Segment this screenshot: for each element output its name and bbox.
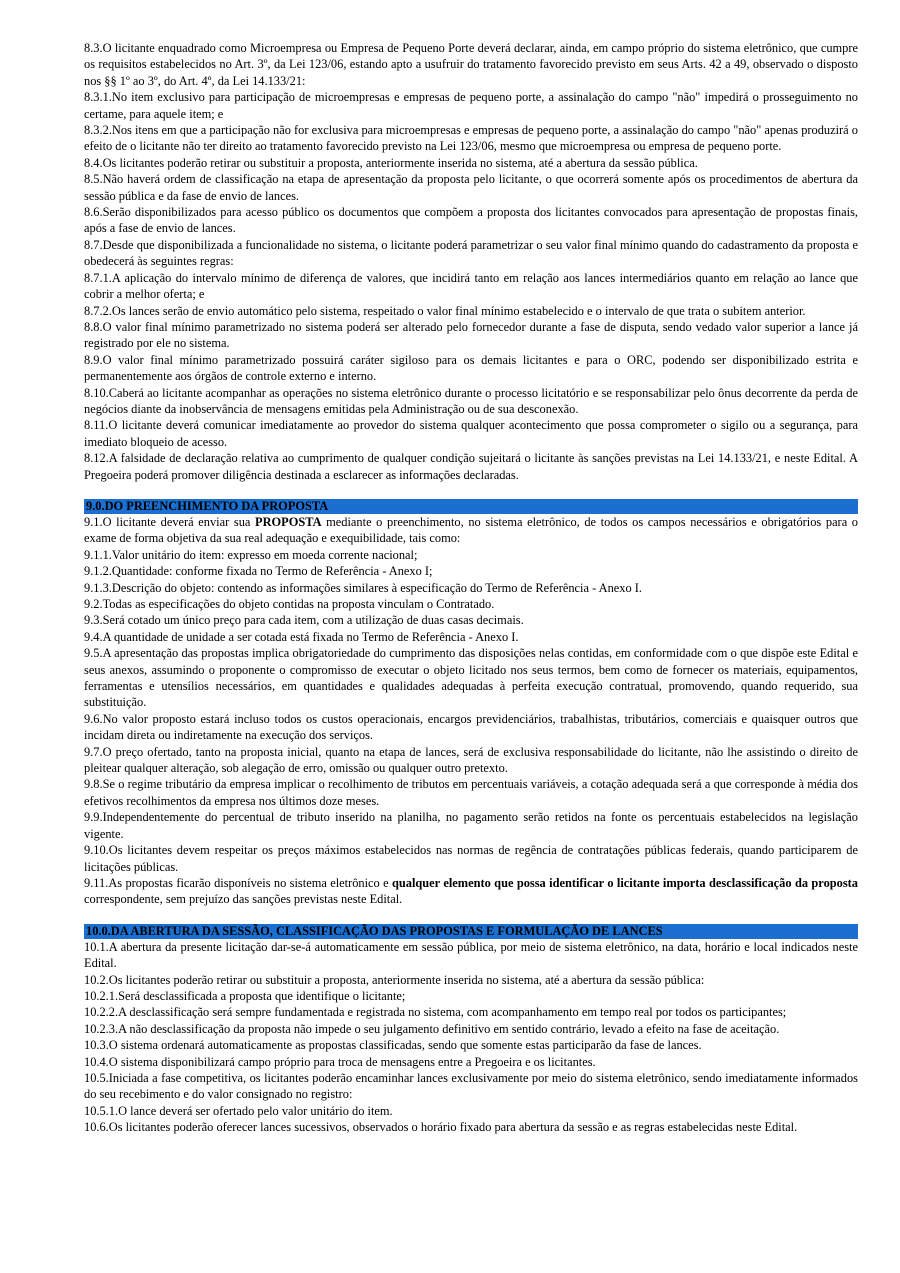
paragraph-10-2-3: 10.2.3.A não desclassificação da proposta não impede o seu julgamento definitivo em sentido contrário, levado a efeito na fase de aceitação.: [84, 1021, 780, 1036]
paragraph-9-11-text: 9.11.As propostas ficarão disponíveis no sistema eletrônico e: [84, 875, 392, 890]
paragraph-9-1-2: 9.1.2.Quantidade: conforme fixada no Termo de Referência - Anexo I;: [84, 564, 433, 579]
paragraph-9-10: 9.10.Os licitantes devem respeitar os preços máximos estabelecidos nas normas de regência de contratações públicas federais, quando participarem de licitações públicas.: [84, 843, 858, 874]
section-heading-9: 9.0.DO PREENCHIMENTO DA PROPOSTA: [84, 499, 858, 514]
section-spacer: [84, 483, 858, 499]
paragraph-10-2-2: 10.2.2.A desclassificação será sempre fundamentada e registrada no sistema, com acompanhamento em tempo real por todos os participantes;: [84, 1005, 787, 1020]
paragraph-8-4: 8.4.Os licitantes poderão retirar ou substituir a proposta, anteriormente inserida no sistema, até a abertura da sessão pública.: [84, 155, 698, 170]
paragraph-8-11: 8.11.O licitante deverá comunicar imediatamente ao provedor do sistema qualquer acontecimento que possa comprometer o sigilo ou a segurança, para imediato bloqueio de acesso.: [84, 418, 858, 449]
section-spacer: [84, 908, 858, 924]
paragraph-8-7-1: 8.7.1.A aplicação do intervalo mínimo de diferença de valores, que incidirá tanto em relação aos lances intermediários quanto em relação ao lance que cobrir a melhor oferta; e: [84, 270, 858, 302]
paragraph-9-5: 9.5.A apresentação das propostas implica obrigatoriedade do cumprimento das disposições nelas contidas, em conformidade com o que dispõe este Edital e seus anexos, assumindo o proponente o compromisso de executar o objeto licitado nos seus termos, bem como de fornecer os materiais, equipamentos, ferramentas e utensílios necessários, em quantidades e qualidades adequadas à perfeita execução contratual, promovendo, quando requerido, sua substituição.: [84, 646, 858, 710]
paragraph-8-3: 8.3.O licitante enquadrado como Microempresa ou Empresa de Pequeno Porte deverá declarar, ainda, em campo próprio do sistema eletrônico, que cumpre os requisitos estabelecidos no Art. 3º, da Lei 123/06, estando apto a usufruir do tratamento favorecido previsto em seus Arts. 42 a 49, observado o disposto nos §§ 1º ao 3º, do Art. 4º, da Lei 14.133/21:: [84, 41, 858, 88]
paragraph-8-8: 8.8.O valor final mínimo parametrizado no sistema poderá ser alterado pelo fornecedor durante a fase de disputa, sendo vedado valor superior a lance já registrado por ele no sistema.: [84, 319, 858, 351]
paragraph-8-6: 8.6.Serão disponibilizados para acesso público os documentos que compõem a proposta dos licitantes convocados para apresentação de propostas finais, após a fase de envio de lances.: [84, 205, 858, 236]
paragraph-9-1: [84, 514, 858, 547]
paragraph-10-4: 10.4.O sistema disponibilizará campo próprio para troca de mensagens entre a Pregoeira e os licitantes.: [84, 1054, 596, 1069]
paragraph-10-1: 10.1.A abertura da presente licitação dar-se-á automaticamente em sessão pública, por meio de sistema eletrônico, na data, horário e local indicados neste Edital.: [84, 939, 858, 971]
paragraph-8-9: 8.9.O valor final mínimo parametrizado possuirá caráter sigiloso para os demais licitantes e para o ORC, podendo ser disponibilizado estrita e permanentemente aos órgãos de controle externo e interno.: [84, 352, 858, 384]
paragraph-9-1-rest: mediante o preenchimento, no sistema eletrônico, de todos os campos necessários e obrigatórios para o exame de forma objetiva da sua real adequação e exequibilidade, tais como:: [84, 514, 858, 546]
paragraph-9-1-3: 9.1.3.Descrição do objeto: contendo as informações similares à especificação do Termo de Referência - Anexo I.: [84, 580, 642, 595]
paragraph-9-9: 9.9.Independentemente do percentual de tributo inserido na planilha, no pagamento serão retidos na fonte os percentuais estabelecidos na legislação vigente.: [84, 810, 858, 841]
paragraph-8-10: 8.10.Caberá ao licitante acompanhar as operações no sistema eletrônico durante o processo licitatório e se responsabilizar pelo ônus decorrente da perda de negócios diante da inobservância de mensagens emitidas pela Administração ou de sua desconexão.: [84, 385, 858, 416]
paragraph-10-5-1: 10.5.1.O lance deverá ser ofertado pelo valor unitário do item.: [84, 1103, 393, 1118]
paragraph-8-3-1: 8.3.1.No item exclusivo para participação de microempresas e empresas de pequeno porte, a assinalação do campo "não" impedirá o prosseguimento no certame, para aquele item; e: [84, 90, 858, 121]
paragraph-8-7: 8.7.Desde que disponibilizada a funcionalidade no sistema, o licitante poderá parametrizar o seu valor final mínimo quando do cadastramento da proposta e obedecerá às seguintes regras:: [84, 237, 858, 269]
paragraph-9-8: 9.8.Se o regime tributário da empresa implicar o recolhimento de tributos em percentuais variáveis, a cotação adequada será a que corresponde à média dos efetivos recolhimentos da empresa nos últimos doze meses.: [84, 777, 858, 808]
paragraph-10-3: 10.3.O sistema ordenará automaticamente as propostas classificadas, sendo que somente estas participarão da fase de lances.: [84, 1038, 702, 1053]
paragraph-9-6: 9.6.No valor proposto estará incluso todos os custos operacionais, encargos previdenciários, trabalhistas, tributários, comerciais e quaisquer outros que incidam direta ou indiretamente na execução dos serviços.: [84, 711, 858, 743]
paragraph-9-11-rest: correspondente, sem prejuízo das sanções previstas neste Edital.: [84, 892, 403, 907]
paragraph-8-5: 8.5.Não haverá ordem de classificação na etapa de apresentação da proposta pelo licitante, o que ocorrerá somente após os procedimentos de abertura da sessão pública e da fase de envio de lances.: [84, 172, 858, 203]
paragraph-8-12: 8.12.A falsidade de declaração relativa ao cumprimento de qualquer condição sujeitará o licitante às sanções previstas na Lei 14.133/21, e neste Edital. A Pregoeira poderá promover diligência destinada a esclarecer as informações declaradas.: [84, 451, 858, 482]
section-heading-10: 10.0.DA ABERTURA DA SESSÃO, CLASSIFICAÇÃO DAS PROPOSTAS E FORMULAÇÃO DE LANCES: [84, 924, 858, 939]
paragraph-9-1-bold: PROPOSTA: [255, 514, 322, 529]
paragraph-9-3: 9.3.Será cotado um único preço para cada item, com a utilização de duas casas decimais.: [84, 613, 524, 628]
paragraph-9-1-text: 9.1.O licitante deverá enviar sua: [84, 514, 255, 529]
paragraph-9-7: 9.7.O preço ofertado, tanto na proposta inicial, quanto na etapa de lances, será de exclusiva responsabilidade do licitante, não lhe assistindo o direito de pleitear qualquer alteração, sob alegação de erro, omissão ou qualquer outro pretexto.: [84, 744, 858, 776]
paragraph-10-2: 10.2.Os licitantes poderão retirar ou substituir a proposta, anteriormente inserida no sistema, até a abertura da sessão pública:: [84, 972, 705, 987]
paragraph-9-1-1: 9.1.1.Valor unitário do item: expresso em moeda corrente nacional;: [84, 547, 418, 562]
paragraph-9-11-bold: qualquer elemento que possa identificar o licitante importa desclassificação da proposta: [391, 875, 858, 890]
paragraph-9-4: 9.4.A quantidade de unidade a ser cotada está fixada no Termo de Referência - Anexo I.: [84, 629, 519, 644]
paragraph-9-11: [84, 875, 858, 908]
paragraph-8-7-2: 8.7.2.Os lances serão de envio automático pelo sistema, respeitado o valor final mínimo estabelecido e o intervalo de que trata o subitem anterior.: [84, 303, 806, 318]
paragraph-10-6: 10.6.Os licitantes poderão oferecer lances sucessivos, observados o horário fixado para abertura da sessão e as regras estabelecidas neste Edital.: [84, 1120, 798, 1135]
paragraph-10-5: 10.5.Iniciada a fase competitiva, os licitantes poderão encaminhar lances exclusivamente por meio do sistema eletrônico, sendo imediatamente informados do seu recebimento e do valor consignado no registro:: [84, 1070, 858, 1102]
paragraph-10-2-1: 10.2.1.Será desclassificada a proposta que identifique o licitante;: [84, 988, 406, 1003]
paragraph-8-3-2: 8.3.2.Nos itens em que a participação não for exclusiva para microempresas e empresas de pequeno porte, a assinalação do campo "não" apenas produzirá o efeito de o licitante não ter direito ao tratamento favorecido previsto na Lei 123/06, mesmo que microempresa ou empresa de pequeno porte.: [84, 123, 858, 154]
paragraph-9-2: 9.2.Todas as especificações do objeto contidas na proposta vinculam o Contratado.: [84, 597, 495, 611]
